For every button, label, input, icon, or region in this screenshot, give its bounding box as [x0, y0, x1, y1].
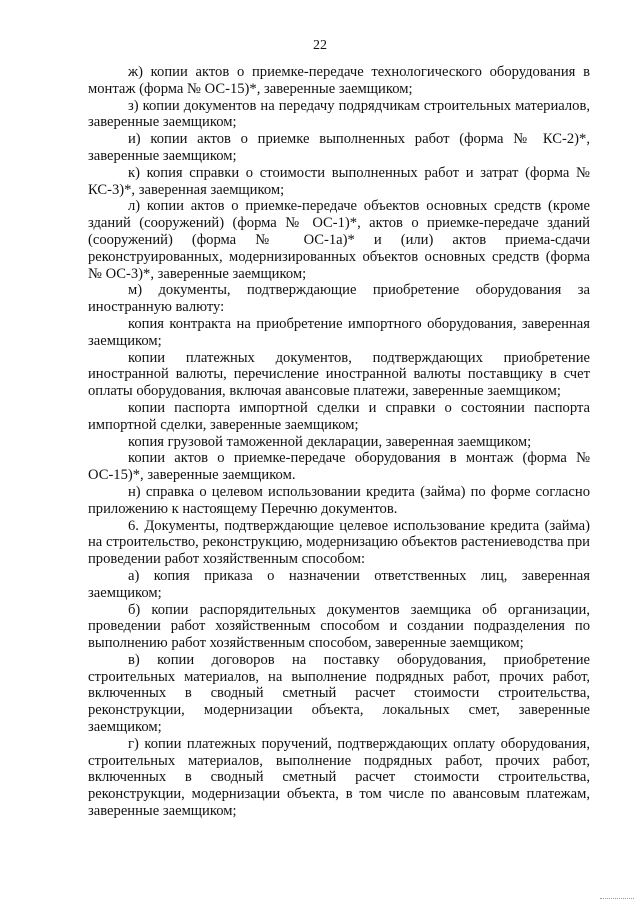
- page-number: 22: [313, 38, 327, 53]
- paragraph-m-acts: копии актов о приемке-передаче оборудования в монтаж (форма № ОС-15)*, заверенные заемщиком.: [88, 450, 590, 484]
- paragraph-m-passport: копии паспорта импортной сделки и справки о состоянии паспорта импортной сделки, заверенные заемщиком;: [88, 399, 590, 433]
- section-6-heading: 6. Документы, подтверждающие целевое использование кредита (займа) на строительство, реконструкцию, модернизацию объектов растениеводства при проведении работ хозяйственным способом:: [88, 517, 590, 568]
- paragraph-m: м) документы, подтверждающие приобретение оборудования за иностранную валюту:: [88, 282, 590, 316]
- paragraph-i: и) копии актов о приемке выполненных работ (форма № КС-2)*, заверенные заемщиком;: [88, 131, 590, 164]
- paragraph-zh: ж) копии актов о приемке-передаче технологического оборудования в монтаж (форма № ОС-15)*, заверенные заемщиком;: [88, 64, 590, 97]
- paragraph-a: а) копия приказа о назначении ответственных лиц, заверенная заемщиком;: [88, 567, 590, 601]
- paragraph-m-contract: копия контракта на приобретение импортного оборудования, заверенная заемщиком;: [88, 315, 590, 349]
- paragraph-k: к) копия справки о стоимости выполненных работ и затрат (форма № КС-3)*, заверенная заемщиком;: [88, 164, 590, 198]
- paragraph-m-customs: копия грузовой таможенной декларации, заверенная заемщиком;: [128, 433, 532, 450]
- document-body: [88, 64, 590, 820]
- paragraph-z: з) копии документов на передачу подрядчикам строительных материалов, заверенные заемщиком;: [88, 97, 590, 131]
- scan-edge-mark: [600, 898, 634, 902]
- paragraph-n: н) справка о целевом использовании кредита (займа) по форме согласно приложению к настоящему Перечню документов.: [88, 483, 590, 517]
- paragraph-g: г) копии платежных поручений, подтверждающих оплату оборудования, строительных материалов, выполнение подрядных работ, прочих работ, включенных в сводный сметный расчет стоимости строительства, реконструкции, модернизации объекта, в том числе по авансовым платежам, заверенные заемщиком;: [88, 735, 590, 820]
- paragraph-m-payments: копии платежных документов, подтверждающих приобретение иностранной валюты, перечисление иностранной валюты поставщику в счет оплаты оборудования, включая авансовые платежи, заверенные заемщиком;: [88, 349, 590, 400]
- paragraph-l: л) копии актов о приемке-передаче объектов основных средств (кроме зданий (сооружений) (форма № ОС-1)*, актов о приемке-передаче зданий (сооружений) (форма № ОС-1а)* и (или) актов приема-сдачи реконструированных, модернизированных объектов основных средств (форма № ОС-3)*, заверенные заемщиком;: [88, 198, 590, 282]
- paragraph-v: в) копии договоров на поставку оборудования, приобретение строительных материалов, на выполнение подрядных работ, прочих работ, включенных в сводный сметный расчет стоимости строительства, реконструкции, модернизации объекта, локальных смет, заверенные заемщиком;: [88, 651, 590, 736]
- paragraph-b: б) копии распорядительных документов заемщика об организации, проведении работ хозяйственным способом и создании подразделения по выполнению работ хозяйственным способом, заверенные заемщиком;: [88, 601, 590, 652]
